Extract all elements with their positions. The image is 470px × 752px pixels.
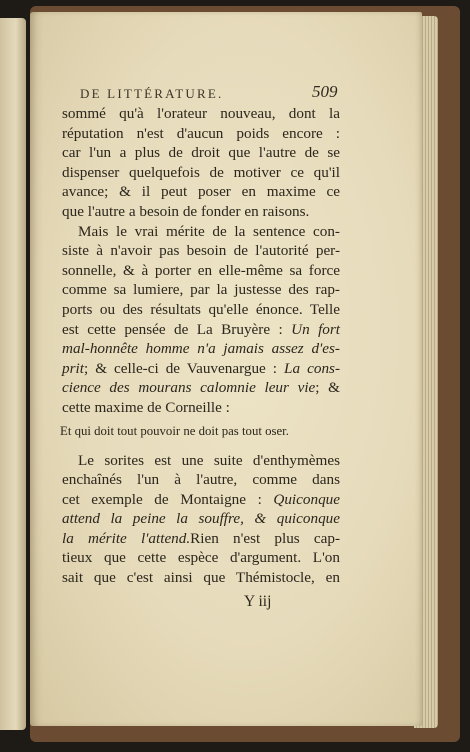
roman-span: cet exemple de Montaigne : xyxy=(62,490,262,508)
text-line xyxy=(62,261,340,281)
roman-span: Le sorites est une suite d'enthymèmes xyxy=(78,451,340,469)
text-line xyxy=(62,568,340,588)
body-text xyxy=(62,104,340,588)
text-line xyxy=(62,339,340,359)
roman-span: Mais le vrai mérite de la sentence con- xyxy=(78,222,340,240)
text-line xyxy=(62,280,340,300)
italic-span: la mérite l'attend. xyxy=(62,529,191,547)
text-line xyxy=(62,548,340,568)
text-line xyxy=(62,359,340,379)
roman-span: sommé qu'à l'orateur nouveau, dont la xyxy=(62,105,340,122)
roman-span: tieux que cette espèce d'argument. L'on xyxy=(62,549,340,567)
italic-span: La cons- xyxy=(284,359,340,377)
roman-span: ; & celle-ci de Vauvenargue : xyxy=(83,359,278,377)
paragraph-block-1 xyxy=(62,104,340,418)
text-line xyxy=(62,241,340,261)
quotation: Et qui doit tout pouvoir ne doit pas tout oser. xyxy=(60,423,289,438)
roman-span: enchaînés l'un à l'autre, comme dans xyxy=(62,471,340,489)
text-line xyxy=(62,163,340,183)
roman-span: réputation n'est d'aucun poids encore : xyxy=(62,124,340,142)
text-line xyxy=(62,222,340,242)
text-line xyxy=(62,104,340,124)
text-line xyxy=(62,378,340,398)
text-line xyxy=(62,320,340,340)
roman-span: sait que c'est ainsi que Thémistocle, en xyxy=(62,569,340,587)
text-line xyxy=(62,300,340,320)
roman-span: cette maxime de Corneille : xyxy=(62,398,230,416)
roman-span: dispenser quelquefois de motiver ce qu'il xyxy=(62,163,340,181)
text-line xyxy=(62,490,340,510)
text-line xyxy=(62,529,340,549)
text-line xyxy=(62,470,340,490)
text-line xyxy=(62,143,340,163)
roman-span: car l'un a plus de droit que l'autre de se xyxy=(62,144,340,162)
left-page-edge xyxy=(0,18,26,730)
text-line xyxy=(62,451,340,471)
text-line xyxy=(62,509,340,529)
roman-span: Rien n'est plus cap- xyxy=(190,529,340,547)
roman-span: ; & xyxy=(315,379,340,397)
roman-span: sonnelle, & à porter en elle-même sa force xyxy=(62,261,340,279)
roman-span: siste à n'avoir pas besoin de l'autorité per- xyxy=(62,242,340,260)
roman-span: que l'autre a besoin de fonder en raisons. xyxy=(62,202,310,220)
italic-span: Quiconque xyxy=(273,490,341,508)
text-line xyxy=(62,124,340,144)
page-number: 509 xyxy=(312,82,338,101)
roman-span: ports ou des résultats qu'elle énonce. Telle xyxy=(62,300,340,318)
running-head: DE LITTÉRATURE. xyxy=(80,86,224,101)
italic-span: cience des mourans calomnie leur vie xyxy=(62,379,316,397)
paragraph-block-2 xyxy=(62,451,340,588)
text-line xyxy=(62,398,340,418)
italic-span: Un fort xyxy=(291,320,341,338)
signature-mark: Y iij xyxy=(244,593,272,610)
roman-span: comme sa lumiere, par la justesse des rap- xyxy=(62,281,340,299)
italic-span: prit xyxy=(62,359,84,377)
roman-span: avance; & il peut poser en maxime ce xyxy=(62,183,340,201)
text-line xyxy=(62,202,340,222)
italic-span: mal-honnête homme n'a jamais assez d'es- xyxy=(62,340,340,358)
text-line xyxy=(62,182,340,202)
italic-span: attend la peine la souffre, & quiconque xyxy=(62,510,340,528)
roman-span: est cette pensée de La Bruyère : xyxy=(62,320,283,338)
